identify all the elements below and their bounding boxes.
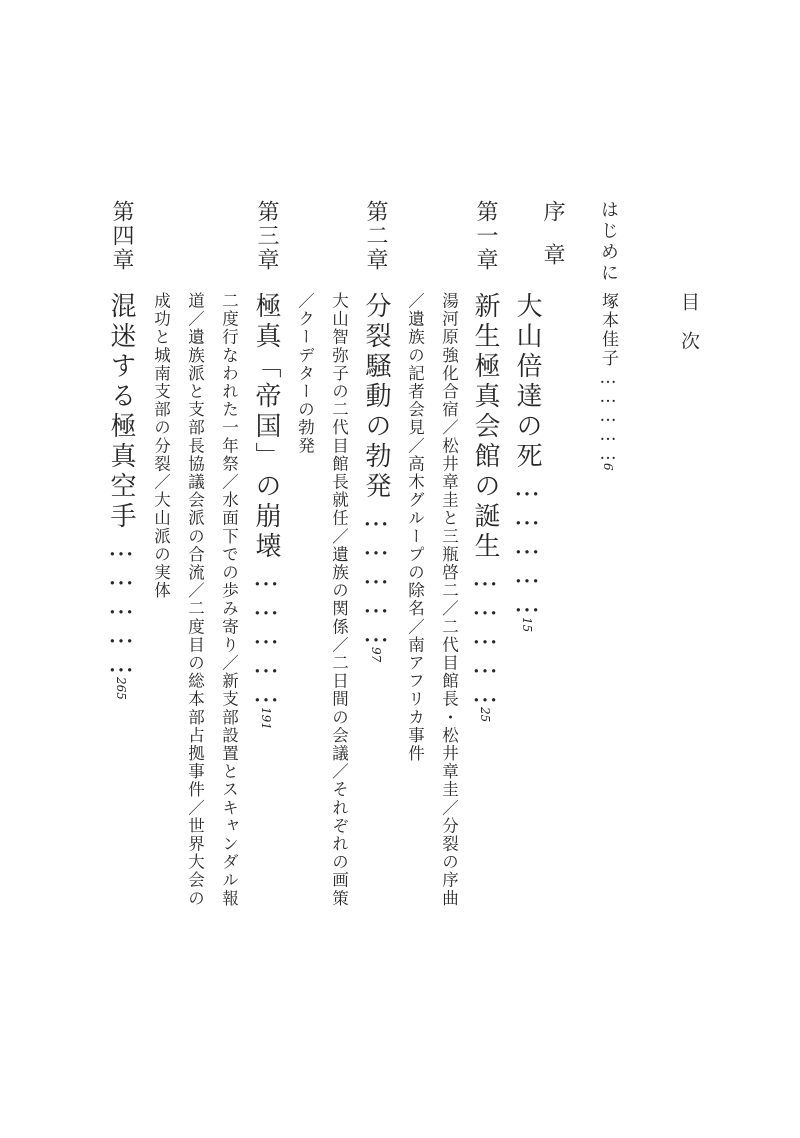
chapter-2-sections-line-2: ／クーデターの勃発 <box>295 292 315 455</box>
chapter-4-number[interactable]: 第四章 <box>109 200 134 272</box>
chapter-3-entry[interactable] <box>253 292 279 730</box>
chapter-3-page-number: 191 <box>259 707 273 730</box>
chapter-1-page-number: 25 <box>478 707 492 723</box>
chapter-4-title: 混迷する極真空手 <box>106 292 136 532</box>
chapter-0-page-number: 15 <box>520 617 534 633</box>
chapter-2-leader-dots: …………… <box>361 502 391 647</box>
chapter-4-entry[interactable] <box>108 292 134 700</box>
chapter-3-title: 極真「帝国」の崩壊 <box>251 292 281 562</box>
chapter-2-page-number: 97 <box>369 647 383 663</box>
intro-entry[interactable] <box>599 292 616 471</box>
intro-label[interactable]: はじめに <box>598 200 619 284</box>
chapter-1-title: 新生極真会館の誕生 <box>470 292 500 562</box>
chapter-0-entry[interactable] <box>514 292 540 632</box>
chapter-1-leader-dots: …………… <box>470 562 500 707</box>
chapter-2-title: 分裂騒動の勃発 <box>361 292 391 502</box>
intro-author: 塚本佳子 <box>598 292 618 368</box>
chapter-3-sections-line-2: 道／遺族派と支部長協議会派の合流／二度目の総本部占拠事件／世界大会の <box>185 292 205 908</box>
chapter-3-sections-line-1: 二度行なわれた一年祭／水面下での歩み寄り／新支部設置とスキャンダル報 <box>219 292 239 908</box>
chapter-1-entry[interactable] <box>472 292 498 722</box>
intro-leader-dots: …………… <box>598 368 618 463</box>
chapter-3-sections-line-3: 成功と城南支部の分裂／大山派の実体 <box>151 292 171 600</box>
chapter-0-leader-dots: …………… <box>512 472 542 617</box>
chapter-1-number[interactable]: 第一章 <box>473 200 498 272</box>
chapter-0-number[interactable]: 序章 <box>540 200 565 286</box>
chapter-2-sections-line-1: 大山智弥子の二代目館長就任／遺族の関係／二日間の会議／それぞれの画策 <box>329 292 349 908</box>
chapter-2-number[interactable]: 第二章 <box>363 200 388 272</box>
chapter-3-number[interactable]: 第三章 <box>254 200 279 272</box>
toc-title: 目次 <box>678 292 700 370</box>
chapter-0-title: 大山倍達の死 <box>512 292 542 472</box>
chapter-2-entry[interactable] <box>363 292 389 662</box>
chapter-4-leader-dots: …………… <box>106 532 136 677</box>
chapter-4-page-number: 265 <box>114 677 128 700</box>
chapter-1-sections-line-2: ／遺族の記者会見／高木グループの除名／南アフリカ事件 <box>405 292 425 763</box>
intro-page-number: 6 <box>601 463 615 471</box>
chapter-1-sections-line-1: 湯河原強化合宿／松井章圭と三瓶啓二／二代目館長・松井章圭／分裂の序曲 <box>439 292 459 908</box>
chapter-3-leader-dots: …………… <box>251 562 281 707</box>
